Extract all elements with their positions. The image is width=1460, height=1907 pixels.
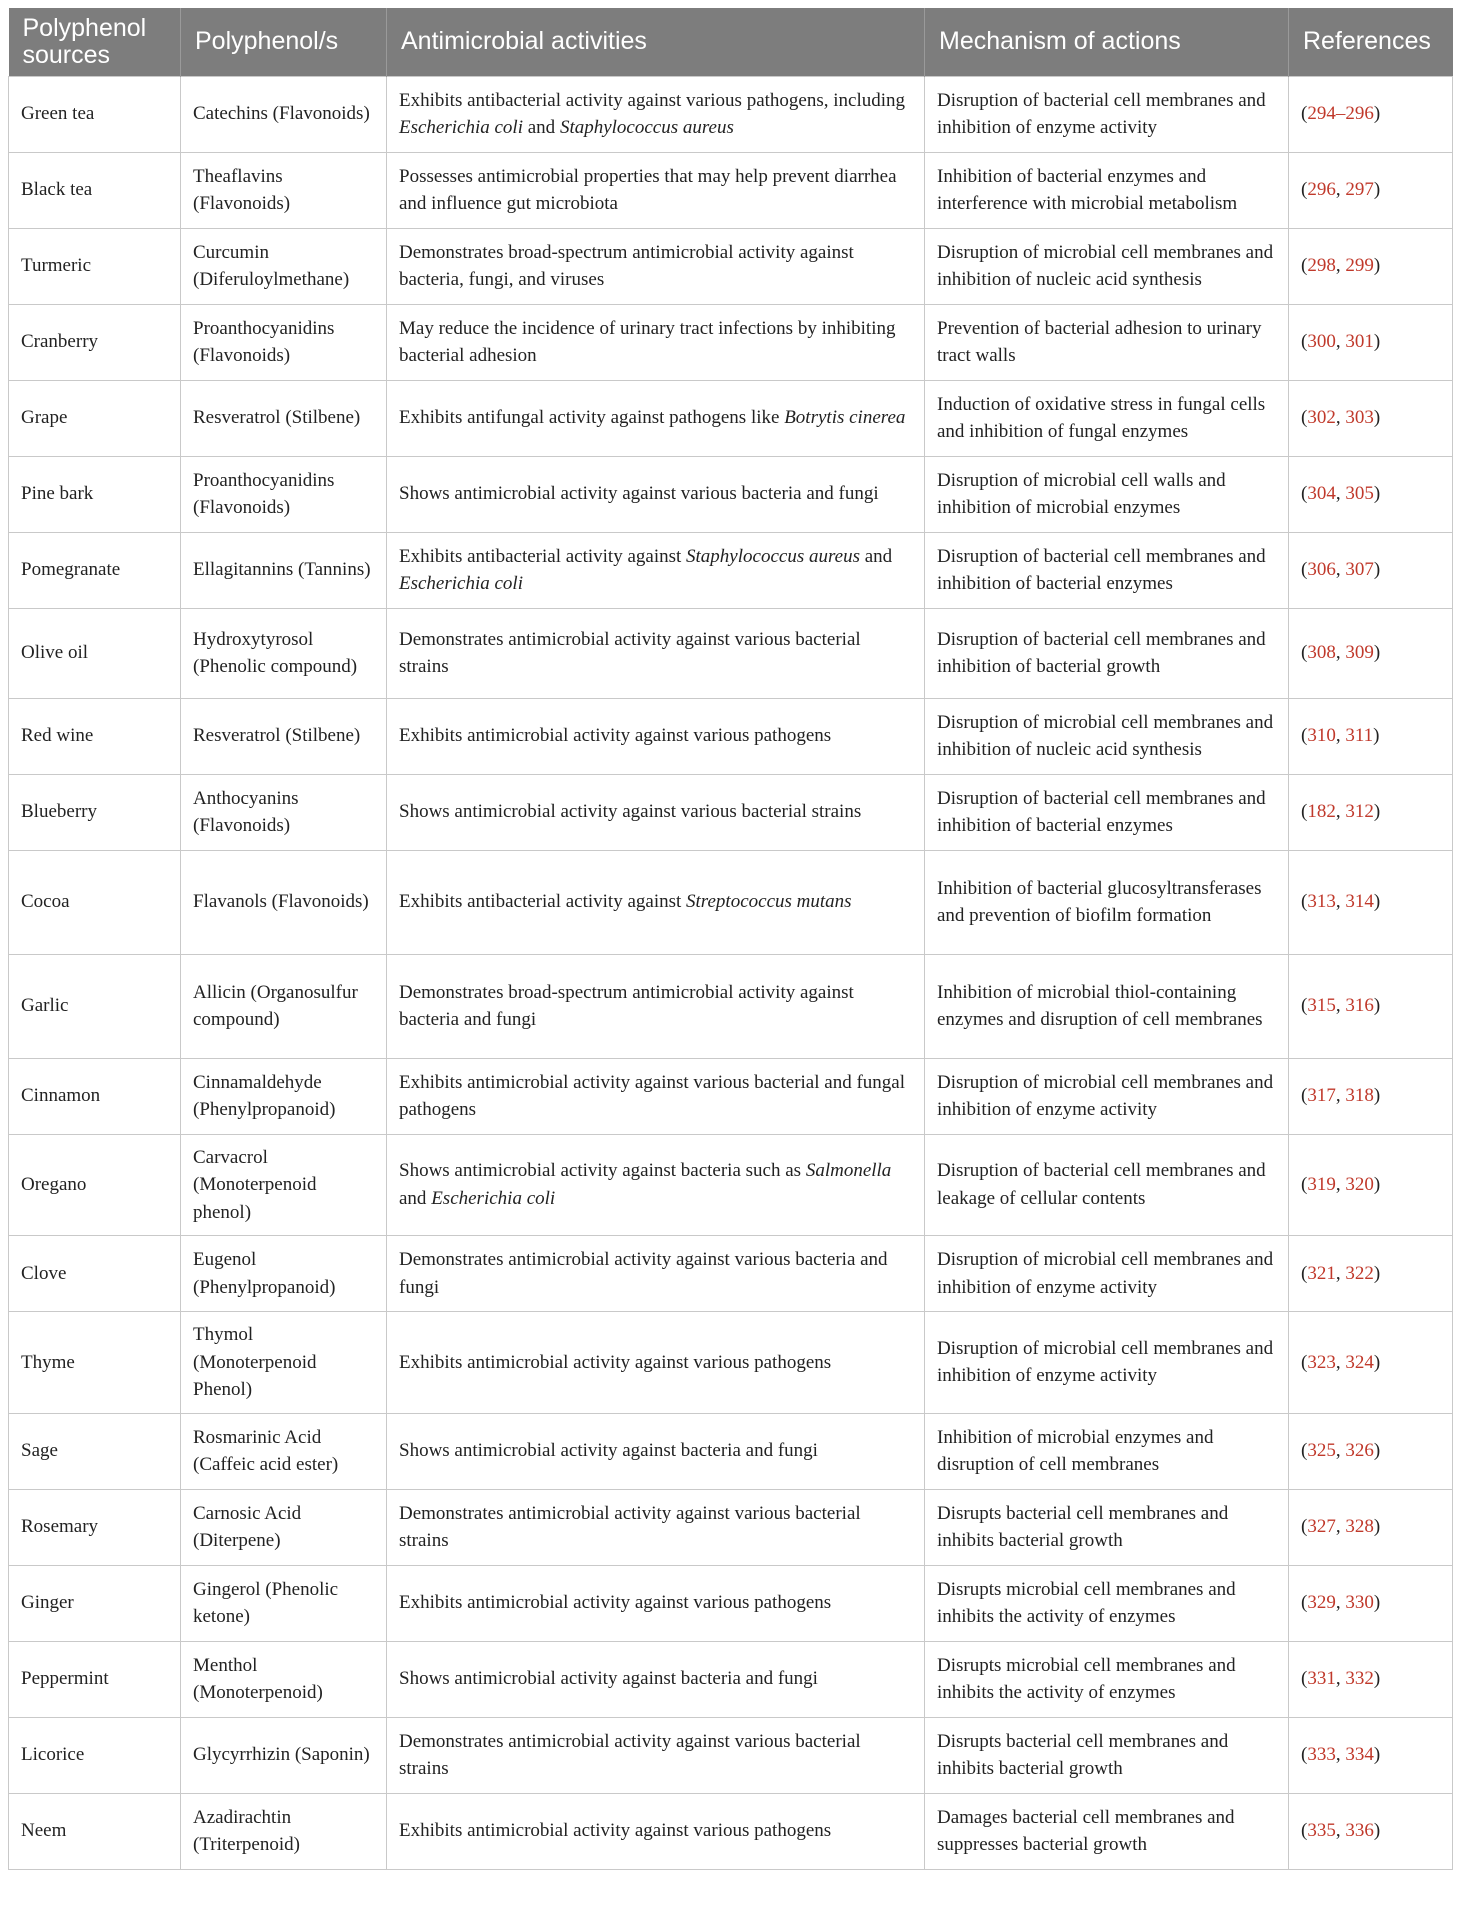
- table-row: [9, 228, 1453, 304]
- activity-text: Exhibits antimicrobial activity against various bacterial and fungal pathogens: [399, 1071, 905, 1120]
- activity-text: Shows antimicrobial activity against various bacteria and fungi: [399, 483, 879, 505]
- reference-link[interactable]: 334: [1345, 1744, 1374, 1766]
- reference-link[interactable]: 328: [1345, 1516, 1374, 1538]
- cell-references: (182, 312): [1289, 774, 1453, 850]
- reference-link[interactable]: 312: [1345, 801, 1374, 823]
- activity-text: Shows antimicrobial activity against bacteria and fungi: [399, 1668, 818, 1690]
- cell-activity: [387, 1641, 925, 1717]
- cell-activity: [387, 1717, 925, 1793]
- table-row: [9, 1413, 1453, 1489]
- reference-link[interactable]: 299: [1345, 255, 1374, 277]
- cell-source: Pomegranate: [9, 532, 181, 608]
- cell-activity: [387, 774, 925, 850]
- reference-link[interactable]: 300: [1307, 331, 1336, 353]
- species-name: Salmonella: [805, 1160, 892, 1182]
- cell-polyphenol: Cinnamaldehyde (Phenylpropanoid): [181, 1058, 387, 1134]
- cell-references: (319, 320): [1289, 1134, 1453, 1236]
- cell-polyphenol: Flavanols (Flavonoids): [181, 850, 387, 954]
- table-row: [9, 1058, 1453, 1134]
- cell-source: Licorice: [9, 1717, 181, 1793]
- reference-link[interactable]: 301: [1345, 331, 1374, 353]
- cell-activity: [387, 152, 925, 228]
- cell-polyphenol: Catechins (Flavonoids): [181, 76, 387, 152]
- species-name: Escherichia coli: [399, 573, 523, 594]
- reference-link[interactable]: 304: [1307, 483, 1336, 505]
- cell-source: Olive oil: [9, 608, 181, 698]
- reference-link[interactable]: 329: [1307, 1592, 1336, 1614]
- reference-link[interactable]: 326: [1345, 1440, 1374, 1462]
- cell-source: Pine bark: [9, 456, 181, 532]
- reference-link[interactable]: 325: [1307, 1440, 1336, 1462]
- cell-mechanism: Disrupts microbial cell membranes and inhibits the activity of enzymes: [925, 1641, 1289, 1717]
- cell-mechanism: Disruption of microbial cell walls and inhibition of microbial enzymes: [925, 456, 1289, 532]
- cell-source: Grape: [9, 380, 181, 456]
- species-name: Staphylococcus aureus: [686, 545, 860, 567]
- table-row: [9, 380, 1453, 456]
- cell-source: Red wine: [9, 698, 181, 774]
- activity-text: Demonstrates broad-spectrum antimicrobial activity against bacteria, fungi, and viruses: [399, 241, 854, 290]
- cell-activity: [387, 76, 925, 152]
- activity-text: Exhibits antimicrobial activity against various pathogens: [399, 1351, 832, 1373]
- table-row: [9, 76, 1453, 152]
- activity-text: Exhibits antibacterial activity against various pathogens, including: [399, 89, 906, 111]
- reference-link[interactable]: 322: [1345, 1262, 1374, 1284]
- table-row: [9, 1717, 1453, 1793]
- reference-link[interactable]: 303: [1345, 407, 1374, 429]
- table-row: [9, 608, 1453, 698]
- activity-text: and: [399, 1187, 432, 1209]
- table-row: [9, 850, 1453, 954]
- table-row: [9, 774, 1453, 850]
- cell-source: Cranberry: [9, 304, 181, 380]
- cell-polyphenol: Thymol (Monoterpenoid Phenol): [181, 1312, 387, 1414]
- reference-link[interactable]: 313: [1307, 891, 1336, 913]
- cell-polyphenol: Menthol (Monoterpenoid): [181, 1641, 387, 1717]
- reference-link[interactable]: 330: [1345, 1592, 1374, 1614]
- reference-link[interactable]: 317: [1307, 1085, 1336, 1107]
- cell-polyphenol: Carvacrol (Monoterpenoid phenol): [181, 1134, 387, 1236]
- cell-references: (300, 301): [1289, 304, 1453, 380]
- activity-text: and: [523, 117, 560, 138]
- cell-mechanism: Disruption of microbial cell membranes and inhibition of enzyme activity: [925, 1236, 1289, 1312]
- cell-mechanism: Disrupts microbial cell membranes and inhibits the activity of enzymes: [925, 1565, 1289, 1641]
- polyphenol-table: [8, 8, 1453, 1870]
- activity-text: Exhibits antifungal activity against pathogens like: [399, 407, 785, 429]
- cell-mechanism: Disrupts bacterial cell membranes and inhibits bacterial growth: [925, 1489, 1289, 1565]
- cell-references: (308, 309): [1289, 608, 1453, 698]
- activity-text: Demonstrates antimicrobial activity against various bacterial strains: [399, 1730, 861, 1779]
- reference-link[interactable]: 294–296: [1307, 103, 1374, 125]
- activity-text: and: [859, 545, 893, 567]
- cell-polyphenol: Carnosic Acid (Diterpene): [181, 1489, 387, 1565]
- cell-activity: [387, 380, 925, 456]
- cell-polyphenol: Gingerol (Phenolic ketone): [181, 1565, 387, 1641]
- species-name: Escherichia coli: [431, 1187, 556, 1209]
- cell-activity: [387, 1793, 925, 1869]
- activity-text: Demonstrates broad-spectrum antimicrobial activity against bacteria and fungi: [399, 981, 854, 1030]
- table-row: [9, 1489, 1453, 1565]
- cell-references: (313, 314): [1289, 850, 1453, 954]
- activity-text: Exhibits antimicrobial activity against various pathogens: [399, 1820, 832, 1842]
- reference-link[interactable]: 333: [1307, 1744, 1336, 1766]
- cell-mechanism: Disruption of bacterial cell membranes and inhibition of enzyme activity: [925, 76, 1289, 152]
- cell-references: (315, 316): [1289, 954, 1453, 1058]
- cell-polyphenol: Resveratrol (Stilbene): [181, 698, 387, 774]
- cell-mechanism: Damages bacterial cell membranes and suppresses bacterial growth: [925, 1793, 1289, 1869]
- cell-mechanism: Inhibition of microbial thiol-containing enzymes and disruption of cell membranes: [925, 954, 1289, 1058]
- reference-link[interactable]: 311: [1345, 725, 1374, 747]
- cell-source: Cocoa: [9, 850, 181, 954]
- cell-references: (304, 305): [1289, 456, 1453, 532]
- table-container: [8, 8, 1452, 1870]
- reference-link[interactable]: 316: [1345, 995, 1374, 1017]
- table-row: [9, 304, 1453, 380]
- reference-link[interactable]: 327: [1307, 1516, 1336, 1538]
- cell-references: (335, 336): [1289, 1793, 1453, 1869]
- cell-references: (294–296): [1289, 76, 1453, 152]
- cell-references: (325, 326): [1289, 1413, 1453, 1489]
- cell-activity: [387, 1236, 925, 1312]
- table-body: [9, 76, 1453, 1869]
- activity-text: Possesses antimicrobial properties that may help prevent diarrhea and influence gut microbiota: [399, 165, 897, 214]
- activity-text: Shows antimicrobial activity against bacteria and fungi: [399, 1440, 818, 1462]
- reference-link[interactable]: 298: [1307, 255, 1336, 277]
- cell-polyphenol: Rosmarinic Acid (Caffeic acid ester): [181, 1413, 387, 1489]
- cell-polyphenol: Eugenol (Phenylpropanoid): [181, 1236, 387, 1312]
- cell-activity: [387, 456, 925, 532]
- reference-link[interactable]: 324: [1345, 1351, 1374, 1373]
- cell-polyphenol: Anthocyanins (Flavonoids): [181, 774, 387, 850]
- cell-mechanism: Disruption of microbial cell membranes and inhibition of nucleic acid synthesis: [925, 698, 1289, 774]
- cell-references: (306, 307): [1289, 532, 1453, 608]
- species-name: Staphylococcus aureus: [559, 117, 734, 138]
- table-row: [9, 1641, 1453, 1717]
- cell-references: (329, 330): [1289, 1565, 1453, 1641]
- cell-mechanism: Disruption of microbial cell membranes and inhibition of nucleic acid synthesis: [925, 228, 1289, 304]
- activity-text: Shows antimicrobial activity against bacteria such as: [399, 1160, 806, 1182]
- table-row: [9, 1565, 1453, 1641]
- activity-text: Exhibits antibacterial activity against: [399, 891, 687, 913]
- cell-source: Sage: [9, 1413, 181, 1489]
- cell-activity: [387, 1413, 925, 1489]
- cell-mechanism: Inhibition of microbial enzymes and disruption of cell membranes: [925, 1413, 1289, 1489]
- cell-source: Garlic: [9, 954, 181, 1058]
- activity-text: Exhibits antibacterial activity against: [399, 545, 687, 567]
- cell-activity: [387, 304, 925, 380]
- cell-references: (331, 332): [1289, 1641, 1453, 1717]
- cell-activity: [387, 1489, 925, 1565]
- cell-mechanism: Disruption of bacterial cell membranes and inhibition of bacterial enzymes: [925, 532, 1289, 608]
- table-row: [9, 532, 1453, 608]
- table-row: [9, 1236, 1453, 1312]
- cell-activity: [387, 954, 925, 1058]
- cell-polyphenol: Resveratrol (Stilbene): [181, 380, 387, 456]
- cell-source: Thyme: [9, 1312, 181, 1414]
- cell-references: (302, 303): [1289, 380, 1453, 456]
- cell-source: Blueberry: [9, 774, 181, 850]
- header-antimicrobial-activities: Antimicrobial activities: [387, 8, 925, 76]
- cell-references: (310, 311): [1289, 698, 1453, 774]
- cell-source: Neem: [9, 1793, 181, 1869]
- cell-polyphenol: Ellagitannins (Tannins): [181, 532, 387, 608]
- cell-source: Green tea: [9, 76, 181, 152]
- cell-mechanism: Disruption of microbial cell membranes and inhibition of enzyme activity: [925, 1058, 1289, 1134]
- cell-mechanism: Inhibition of bacterial glucosyltransferases and prevention of biofilm formation: [925, 850, 1289, 954]
- reference-link[interactable]: 332: [1345, 1668, 1374, 1690]
- cell-references: (327, 328): [1289, 1489, 1453, 1565]
- reference-link[interactable]: 309: [1345, 642, 1374, 664]
- cell-source: Rosemary: [9, 1489, 181, 1565]
- cell-references: (323, 324): [1289, 1312, 1453, 1414]
- table-row: [9, 698, 1453, 774]
- cell-polyphenol: Proanthocyanidins (Flavonoids): [181, 456, 387, 532]
- reference-link[interactable]: 315: [1307, 995, 1336, 1017]
- cell-source: Peppermint: [9, 1641, 181, 1717]
- reference-link[interactable]: 307: [1345, 559, 1374, 581]
- table-row: [9, 1312, 1453, 1414]
- cell-mechanism: Inhibition of bacterial enzymes and interference with microbial metabolism: [925, 152, 1289, 228]
- cell-activity: [387, 698, 925, 774]
- cell-polyphenol: Allicin (Organosulfur compound): [181, 954, 387, 1058]
- reference-link[interactable]: 331: [1307, 1668, 1336, 1690]
- cell-references: (296, 297): [1289, 152, 1453, 228]
- cell-references: (298, 299): [1289, 228, 1453, 304]
- cell-activity: [387, 608, 925, 698]
- cell-activity: [387, 228, 925, 304]
- species-name: Streptococcus mutans: [686, 891, 852, 913]
- cell-mechanism: Disrupts bacterial cell membranes and inhibits bacterial growth: [925, 1717, 1289, 1793]
- activity-text: Demonstrates antimicrobial activity against various bacteria and fungi: [399, 1249, 888, 1298]
- activity-text: May reduce the incidence of urinary tract infections by inhibiting bacterial adhesion: [399, 317, 896, 366]
- cell-source: Cinnamon: [9, 1058, 181, 1134]
- cell-polyphenol: Curcumin (Diferuloylmethane): [181, 228, 387, 304]
- reference-link[interactable]: 318: [1345, 1085, 1374, 1107]
- table-row: [9, 954, 1453, 1058]
- cell-source: Oregano: [9, 1134, 181, 1236]
- reference-link[interactable]: 182: [1307, 801, 1336, 823]
- species-name: Botrytis cinerea: [784, 407, 906, 429]
- cell-references: (333, 334): [1289, 1717, 1453, 1793]
- cell-mechanism: Disruption of bacterial cell membranes and inhibition of bacterial enzymes: [925, 774, 1289, 850]
- reference-link[interactable]: 296: [1307, 179, 1336, 201]
- cell-mechanism: Induction of oxidative stress in fungal cells and inhibition of fungal enzymes: [925, 380, 1289, 456]
- reference-link[interactable]: 320: [1345, 1174, 1374, 1195]
- cell-mechanism: Disruption of microbial cell membranes and inhibition of enzyme activity: [925, 1312, 1289, 1414]
- cell-activity: [387, 850, 925, 954]
- header-row: [9, 8, 1453, 76]
- reference-link[interactable]: 336: [1345, 1820, 1374, 1842]
- header-polyphenol-sources: Polyphenol sources: [9, 8, 181, 76]
- reference-link[interactable]: 321: [1307, 1262, 1336, 1284]
- reference-link[interactable]: 305: [1345, 483, 1374, 505]
- cell-polyphenol: Azadirachtin (Triterpenoid): [181, 1793, 387, 1869]
- activity-text: Demonstrates antimicrobial activity against various bacterial strains: [399, 1502, 861, 1551]
- reference-link[interactable]: 306: [1307, 559, 1336, 581]
- cell-source: Black tea: [9, 152, 181, 228]
- header-mechanism-of-actions: Mechanism of actions: [925, 8, 1289, 76]
- reference-link[interactable]: 310: [1307, 725, 1336, 747]
- reference-link[interactable]: 319: [1307, 1174, 1336, 1195]
- activity-text: Shows antimicrobial activity against various bacterial strains: [399, 801, 862, 823]
- header-polyphenols: Polyphenol/s: [181, 8, 387, 76]
- activity-text: Demonstrates antimicrobial activity against various bacterial strains: [399, 628, 861, 677]
- table-header: [9, 8, 1453, 76]
- cell-mechanism: Disruption of bacterial cell membranes and leakage of cellular contents: [925, 1134, 1289, 1236]
- table-row: [9, 1793, 1453, 1869]
- cell-activity: [387, 1058, 925, 1134]
- cell-polyphenol: Hydroxytyrosol (Phenolic compound): [181, 608, 387, 698]
- cell-references: (321, 322): [1289, 1236, 1453, 1312]
- cell-source: Clove: [9, 1236, 181, 1312]
- cell-mechanism: Prevention of bacterial adhesion to urinary tract walls: [925, 304, 1289, 380]
- header-references: References: [1289, 8, 1453, 76]
- cell-activity: [387, 1312, 925, 1414]
- reference-link[interactable]: 302: [1307, 407, 1336, 429]
- table-row: [9, 456, 1453, 532]
- cell-references: (317, 318): [1289, 1058, 1453, 1134]
- activity-text: Exhibits antimicrobial activity against various pathogens: [399, 725, 832, 747]
- cell-activity: [387, 1134, 925, 1236]
- activity-text: Exhibits antimicrobial activity against various pathogens: [399, 1592, 832, 1614]
- cell-polyphenol: Theaflavins (Flavonoids): [181, 152, 387, 228]
- cell-activity: [387, 532, 925, 608]
- cell-activity: [387, 1565, 925, 1641]
- cell-polyphenol: Proanthocyanidins (Flavonoids): [181, 304, 387, 380]
- cell-polyphenol: Glycyrrhizin (Saponin): [181, 1717, 387, 1793]
- table-row: [9, 1134, 1453, 1236]
- reference-link[interactable]: 308: [1307, 642, 1336, 664]
- reference-link[interactable]: 297: [1345, 179, 1374, 201]
- reference-link[interactable]: 314: [1345, 891, 1374, 913]
- table-row: [9, 152, 1453, 228]
- cell-source: Turmeric: [9, 228, 181, 304]
- reference-link[interactable]: 323: [1307, 1351, 1336, 1373]
- species-name: Escherichia coli: [399, 117, 523, 138]
- reference-link[interactable]: 335: [1307, 1820, 1336, 1842]
- cell-mechanism: Disruption of bacterial cell membranes and inhibition of bacterial growth: [925, 608, 1289, 698]
- cell-source: Ginger: [9, 1565, 181, 1641]
